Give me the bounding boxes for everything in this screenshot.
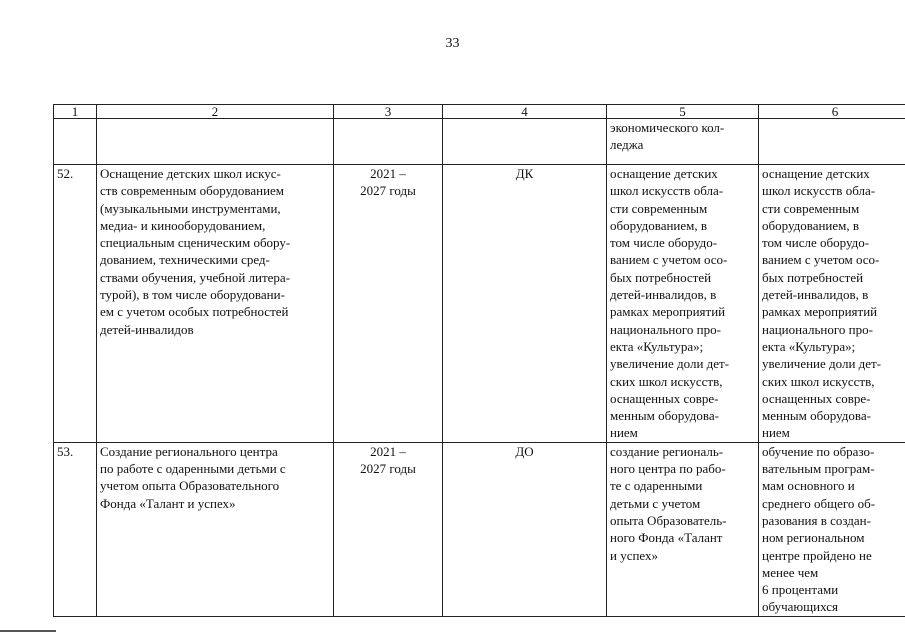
text-line: детей-инвалидов — [100, 321, 194, 337]
text-line: детьми с учетом — [610, 495, 701, 511]
text-line: экономического кол- — [610, 120, 725, 135]
text-line: менее чем — [762, 564, 819, 580]
text-line: ских школ искусств, — [610, 373, 723, 389]
row-number: 52. — [54, 165, 97, 443]
text-line: нием — [762, 425, 790, 441]
page-edge-mark — [0, 630, 56, 632]
expected-result — [607, 165, 759, 443]
text-line: детей-инвалидов, в — [762, 287, 869, 303]
text-line: 6 процентами — [762, 582, 839, 598]
text-line: екта «Культура»; — [762, 338, 856, 354]
column-number-2: 2 — [97, 105, 334, 119]
text-line: Оснащение детских школ искус- — [100, 166, 281, 181]
text-line: медиа- и кинооборудованием, — [100, 217, 266, 233]
text-line: специальным сценическим обору- — [100, 235, 291, 251]
column-number-4: 4 — [443, 105, 607, 119]
text-line: нием — [610, 425, 638, 441]
text-line: увеличение доли дет- — [610, 356, 730, 372]
text-line: увеличение доли дет- — [762, 356, 882, 372]
text-line: 2027 годы — [360, 461, 416, 477]
continuation-row — [54, 119, 905, 165]
text-line: екта «Культура»; — [610, 338, 704, 354]
text-line: оснащенных совре- — [762, 390, 871, 406]
text-line: 2021 – — [370, 443, 406, 459]
text-line: бых потребностей — [762, 269, 864, 285]
text-line: детей-инвалидов, в — [610, 287, 717, 303]
text-line: по работе с одаренными детьми с — [100, 461, 286, 477]
text-line: среднего общего об- — [762, 495, 876, 511]
text-line: национального про- — [610, 321, 721, 337]
column-number-6: 6 — [759, 105, 905, 119]
column-number-5: 5 — [607, 105, 759, 119]
text-line: оборудованием, в — [610, 217, 708, 233]
text-line: и успех» — [610, 547, 659, 563]
text-line: менным оборудова- — [610, 408, 719, 424]
text-line: 2027 годы — [360, 183, 416, 199]
text-line: бых потребностей — [610, 269, 712, 285]
text-line: рамках мероприятий — [762, 304, 878, 320]
text-line: учетом опыта Образовательного — [100, 478, 280, 494]
text-line: сти современным — [610, 200, 708, 216]
text-line: ств современным оборудованием — [100, 183, 285, 199]
text-line: оборудованием, в — [762, 217, 860, 233]
text-line: центре пройдено не — [762, 547, 872, 563]
implementation-period — [334, 442, 443, 616]
table-row-52 — [54, 165, 905, 443]
text-line: Создание регионального центра — [100, 443, 278, 459]
row-number: 53. — [54, 442, 97, 616]
text-line: 2021 – — [370, 166, 406, 181]
text-line: школ искусств обла- — [610, 183, 724, 199]
text-line: том числе оборудо- — [610, 235, 718, 251]
text-line: вательным програм- — [762, 461, 875, 477]
text-line: ем с учетом особых потребностей — [100, 304, 289, 320]
text-line: том числе оборудо- — [762, 235, 870, 251]
text-line: ном региональном — [762, 530, 865, 546]
measure-name — [97, 165, 334, 443]
text-line: оснащение детских — [762, 166, 870, 181]
text-line: обучение по образо- — [762, 443, 875, 459]
column-number-3: 3 — [334, 105, 443, 119]
column-number-row — [54, 105, 905, 119]
text-line: те с одаренными — [610, 478, 703, 494]
table-row-53 — [54, 442, 905, 616]
text-line: Фонда «Талант и успех» — [100, 495, 236, 511]
text-line: опыта Образователь- — [610, 512, 727, 528]
expected-result — [607, 442, 759, 616]
text-line: сти современным — [762, 200, 860, 216]
text-line: менным оборудова- — [762, 408, 871, 424]
text-line: ного центра по рабо- — [610, 461, 726, 477]
text-line: ских школ искусств, — [762, 373, 875, 389]
text-line: оснащенных совре- — [610, 390, 719, 406]
executor: ДК — [443, 165, 607, 443]
text-line: оснащение детских — [610, 166, 718, 181]
continuation-result — [607, 119, 759, 165]
text-line: обучающихся — [762, 599, 838, 615]
text-line: национального про- — [762, 321, 873, 337]
measures-table — [53, 104, 905, 617]
column-number-1: 1 — [54, 105, 97, 119]
executor: ДО — [443, 442, 607, 616]
text-line: турой), в том числе оборудовани- — [100, 287, 285, 303]
text-line: мам основного и — [762, 478, 855, 494]
target-indicator — [759, 442, 905, 616]
text-line: (музыкальными инструментами, — [100, 200, 281, 216]
text-line: дованием, техническими сред- — [100, 252, 270, 268]
text-line: школ искусств обла- — [762, 183, 876, 199]
text-line: ствами обучения, учебной литера- — [100, 269, 291, 285]
text-line: леджа — [610, 137, 644, 153]
text-line: разования в создан- — [762, 512, 871, 528]
measure-name — [97, 442, 334, 616]
page-number: 33 — [445, 36, 460, 51]
text-line: ванием с учетом осо- — [610, 252, 728, 268]
text-line: рамках мероприятий — [610, 304, 726, 320]
target-indicator — [759, 165, 905, 443]
text-line: создание региональ- — [610, 443, 724, 459]
text-line: ванием с учетом осо- — [762, 252, 880, 268]
implementation-period — [334, 165, 443, 443]
text-line: ного Фонда «Талант — [610, 530, 723, 546]
